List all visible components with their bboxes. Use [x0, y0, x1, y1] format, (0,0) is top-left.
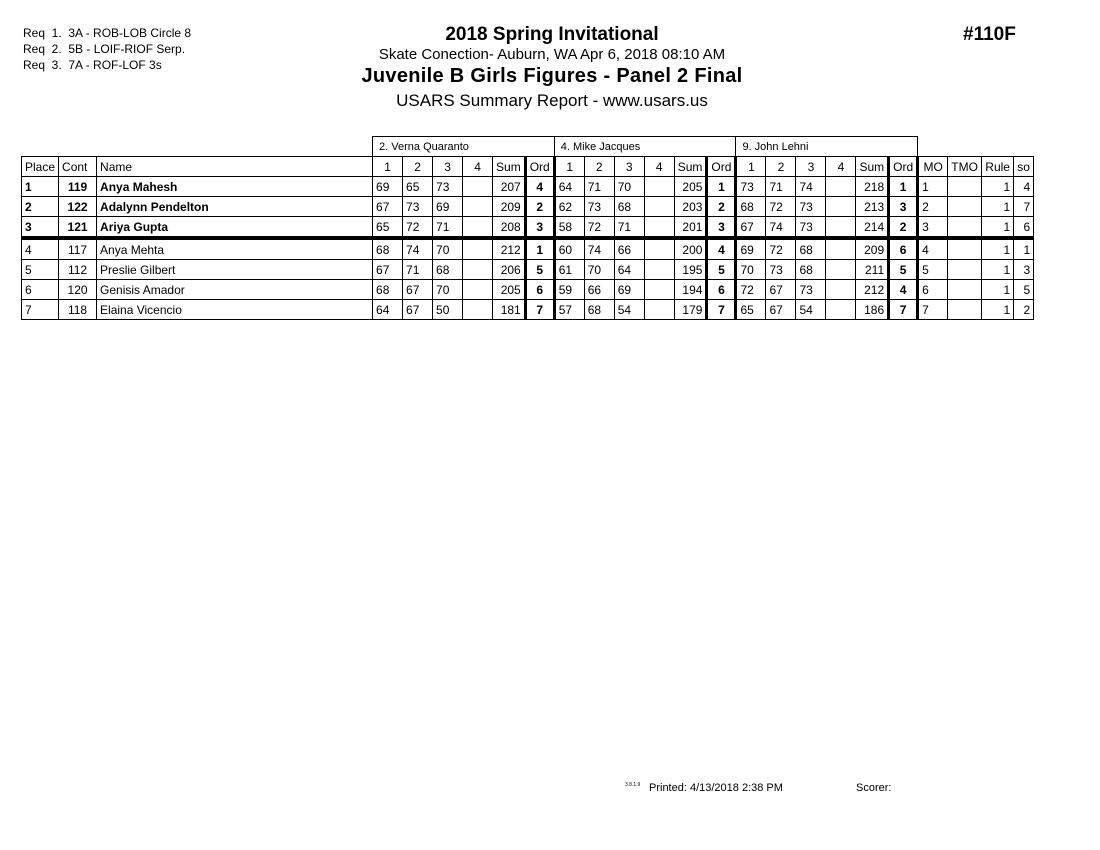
- place-cell: 5: [22, 260, 59, 280]
- judge-2-score-cell: 72: [584, 217, 614, 239]
- judge-2-score-cell: [644, 238, 674, 260]
- judge-2-score-cell: 62: [554, 197, 584, 217]
- judge-2-sum-cell: 200: [674, 238, 707, 260]
- judge-3-score-cell: [826, 300, 856, 320]
- judge-2-score-cell: 60: [554, 238, 584, 260]
- rule-cell: 1: [982, 197, 1014, 217]
- judge-1-score-cell: 65: [373, 217, 403, 239]
- judge-1-score-cell: 72: [403, 217, 433, 239]
- place-cell: 3: [22, 217, 59, 239]
- so-cell: 2: [1014, 300, 1034, 320]
- so-cell: 5: [1014, 280, 1034, 300]
- requirement-3: Req 3. 7A - ROF-LOF 3s: [23, 58, 162, 72]
- tmo-cell: [948, 238, 982, 260]
- judge-3-col-header: Ord: [889, 157, 918, 177]
- judge-1-score-cell: [463, 300, 493, 320]
- judge-3-name: 9. John Lehni: [736, 137, 918, 157]
- judge-1-score-cell: 71: [433, 217, 463, 239]
- judge-3-ordinal-cell: 1: [889, 177, 918, 197]
- judge-2-ordinal-cell: 3: [707, 217, 736, 239]
- judge-3-col-header: 4: [826, 157, 856, 177]
- judge-2-sum-cell: 194: [674, 280, 707, 300]
- judge-1-ordinal-cell: 5: [525, 260, 554, 280]
- judge-3-score-cell: 70: [736, 260, 766, 280]
- judge-3-score-cell: 72: [736, 280, 766, 300]
- venue-line: Skate Conection- Auburn, WA Apr 6, 2018 08:10 AM: [378, 46, 726, 63]
- judge-3-score-cell: 68: [736, 197, 766, 217]
- judge-3-score-cell: 68: [796, 260, 826, 280]
- table-row: [22, 280, 1034, 300]
- judge-2-score-cell: 71: [614, 217, 644, 239]
- table-row: [22, 217, 1034, 239]
- judge-1-col-header: 1: [373, 157, 403, 177]
- judge-2-col-header: 1: [554, 157, 584, 177]
- judge-3-score-cell: 65: [736, 300, 766, 320]
- judge-1-score-cell: 64: [373, 300, 403, 320]
- tmo-cell: [948, 280, 982, 300]
- judge-1-ordinal-cell: 1: [525, 238, 554, 260]
- mo-cell: 7: [918, 300, 948, 320]
- judge-3-sum-cell: 214: [856, 217, 889, 239]
- so-cell: 1: [1014, 238, 1034, 260]
- skater-name-cell: Ariya Gupta: [97, 217, 373, 239]
- judge-1-col-header: 2: [403, 157, 433, 177]
- event-code: #110F: [963, 24, 1016, 45]
- judge-header-row: [22, 137, 1034, 157]
- judge-2-score-cell: 57: [554, 300, 584, 320]
- table-row: [22, 238, 1034, 260]
- judge-3-score-cell: 67: [766, 300, 796, 320]
- judge-2-ordinal-cell: 7: [707, 300, 736, 320]
- judge-1-ordinal-cell: 7: [525, 300, 554, 320]
- judge-1-sum-cell: 208: [493, 217, 526, 239]
- table-row: [22, 300, 1034, 320]
- judge-2-score-cell: 71: [584, 177, 614, 197]
- judge-2-score-cell: [644, 280, 674, 300]
- judge-1-score-cell: 71: [403, 260, 433, 280]
- judge-2-sum-cell: 179: [674, 300, 707, 320]
- judge-3-score-cell: [826, 238, 856, 260]
- competition-title: 2018 Spring Invitational: [445, 24, 659, 45]
- judge-1-col-header: 4: [463, 157, 493, 177]
- judge-3-score-cell: [826, 217, 856, 239]
- judge-3-col-header: 1: [736, 157, 766, 177]
- judge-2-sum-cell: 201: [674, 217, 707, 239]
- judge-1-score-cell: 67: [403, 280, 433, 300]
- judge-3-ordinal-cell: 4: [889, 280, 918, 300]
- event-title: Juvenile B Girls Figures - Panel 2 Final: [361, 65, 743, 87]
- place-cell: 7: [22, 300, 59, 320]
- judge-1-sum-cell: 207: [493, 177, 526, 197]
- skater-name-cell: Adalynn Pendelton: [97, 197, 373, 217]
- table-row: [22, 260, 1034, 280]
- judge-1-col-header: 3: [433, 157, 463, 177]
- judge-1-score-cell: 50: [433, 300, 463, 320]
- contestant-number-cell: 117: [59, 238, 97, 260]
- printed-date: Printed: 4/13/2018 2:38 PM: [649, 782, 783, 794]
- judge-3-score-cell: 69: [736, 238, 766, 260]
- judge-2-ordinal-cell: 6: [707, 280, 736, 300]
- place-cell: 6: [22, 280, 59, 300]
- col-name-header: Name: [97, 157, 373, 177]
- mo-cell: 4: [918, 238, 948, 260]
- tmo-cell: [948, 197, 982, 217]
- judge-3-score-cell: 74: [766, 217, 796, 239]
- judge-2-score-cell: [644, 197, 674, 217]
- judge-2-ordinal-cell: 2: [707, 197, 736, 217]
- contestant-number-cell: 121: [59, 217, 97, 239]
- judge-3-score-cell: 54: [796, 300, 826, 320]
- tmo-cell: [948, 217, 982, 239]
- results-table: [21, 136, 1034, 320]
- judge-3-sum-cell: 212: [856, 280, 889, 300]
- judge-1-score-cell: 65: [403, 177, 433, 197]
- judge-2-ordinal-cell: 1: [707, 177, 736, 197]
- judge-1-score-cell: 67: [373, 197, 403, 217]
- judge-3-col-header: 3: [796, 157, 826, 177]
- judge-3-sum-cell: 213: [856, 197, 889, 217]
- judge-1-col-header: Sum: [493, 157, 526, 177]
- judge-3-score-cell: 72: [766, 238, 796, 260]
- mo-cell: 5: [918, 260, 948, 280]
- judge-1-name: 2. Verna Quaranto: [373, 137, 555, 157]
- skater-name-cell: Elaina Vicencio: [97, 300, 373, 320]
- judge-2-score-cell: 59: [554, 280, 584, 300]
- judge-2-score-cell: 70: [584, 260, 614, 280]
- judge-3-ordinal-cell: 6: [889, 238, 918, 260]
- skater-name-cell: Preslie Gilbert: [97, 260, 373, 280]
- judge-2-sum-cell: 203: [674, 197, 707, 217]
- judge-1-col-header: Ord: [525, 157, 554, 177]
- requirement-2: Req 2. 5B - LOIF-RIOF Serp.: [23, 42, 186, 56]
- col-rule-header: Rule: [982, 157, 1014, 177]
- judge-2-score-cell: 74: [584, 238, 614, 260]
- judge-1-score-cell: 70: [433, 280, 463, 300]
- table-row: [22, 177, 1034, 197]
- judge-2-ordinal-cell: 5: [707, 260, 736, 280]
- judge-1-score-cell: 68: [373, 238, 403, 260]
- judge-3-score-cell: 68: [796, 238, 826, 260]
- judge-3-score-cell: 73: [796, 197, 826, 217]
- judge-2-score-cell: 54: [614, 300, 644, 320]
- judge-2-score-cell: 69: [614, 280, 644, 300]
- judge-2-col-header: 2: [584, 157, 614, 177]
- judge-3-score-cell: 74: [796, 177, 826, 197]
- skater-name-cell: Anya Mehta: [97, 238, 373, 260]
- table-row: [22, 197, 1034, 217]
- judge-3-score-cell: [826, 197, 856, 217]
- contestant-number-cell: 120: [59, 280, 97, 300]
- judge-3-ordinal-cell: 3: [889, 197, 918, 217]
- judge-2-score-cell: 58: [554, 217, 584, 239]
- judge-3-score-cell: 73: [796, 217, 826, 239]
- judge-2-score-cell: 64: [614, 260, 644, 280]
- judge-1-score-cell: [463, 238, 493, 260]
- mo-cell: 6: [918, 280, 948, 300]
- judge-1-score-cell: 67: [403, 300, 433, 320]
- judge-1-score-cell: [463, 260, 493, 280]
- rule-cell: 1: [982, 238, 1014, 260]
- judge-1-score-cell: 68: [373, 280, 403, 300]
- rule-cell: 1: [982, 300, 1014, 320]
- judge-1-score-cell: 73: [433, 177, 463, 197]
- judge-2-col-header: 4: [644, 157, 674, 177]
- tmo-cell: [948, 300, 982, 320]
- mo-cell: 2: [918, 197, 948, 217]
- judge-2-score-cell: 70: [614, 177, 644, 197]
- judge-1-score-cell: 74: [403, 238, 433, 260]
- judge-2-score-cell: 73: [584, 197, 614, 217]
- judge-3-score-cell: 67: [766, 280, 796, 300]
- judge-2-score-cell: 61: [554, 260, 584, 280]
- judge-3-sum-cell: 209: [856, 238, 889, 260]
- requirement-1: Req 1. 3A - ROB-LOB Circle 8: [23, 26, 192, 40]
- judge-1-score-cell: [463, 197, 493, 217]
- judge-1-score-cell: 69: [373, 177, 403, 197]
- col-so-header: so: [1014, 157, 1034, 177]
- tmo-cell: [948, 260, 982, 280]
- report-title: USARS Summary Report - www.usars.us: [396, 91, 708, 110]
- col-cont-header: Cont: [59, 157, 97, 177]
- judge-1-score-cell: [463, 177, 493, 197]
- judge-1-score-cell: [463, 217, 493, 239]
- place-cell: 1: [22, 177, 59, 197]
- place-cell: 2: [22, 197, 59, 217]
- judge-1-sum-cell: 206: [493, 260, 526, 280]
- judge-1-sum-cell: 209: [493, 197, 526, 217]
- judge-1-ordinal-cell: 4: [525, 177, 554, 197]
- col-mo-header: MO: [918, 157, 948, 177]
- judge-1-ordinal-cell: 3: [525, 217, 554, 239]
- judge-2-score-cell: 64: [554, 177, 584, 197]
- judge-2-score-cell: 68: [614, 197, 644, 217]
- judge-1-ordinal-cell: 6: [525, 280, 554, 300]
- version-stamp: 3.8.1.9: [625, 782, 641, 788]
- judge-3-score-cell: [826, 280, 856, 300]
- judge-2-score-cell: 66: [614, 238, 644, 260]
- judge-3-sum-cell: 186: [856, 300, 889, 320]
- scorer-label: Scorer:: [856, 782, 892, 794]
- judge-1-score-cell: 73: [403, 197, 433, 217]
- so-cell: 4: [1014, 177, 1034, 197]
- judge-1-score-cell: [463, 280, 493, 300]
- col-place-header: Place: [22, 157, 59, 177]
- tmo-cell: [948, 177, 982, 197]
- judge-2-score-cell: [644, 260, 674, 280]
- judge-2-sum-cell: 205: [674, 177, 707, 197]
- judge-3-sum-cell: 211: [856, 260, 889, 280]
- mo-cell: 1: [918, 177, 948, 197]
- mo-cell: 3: [918, 217, 948, 239]
- judge-1-sum-cell: 212: [493, 238, 526, 260]
- judge-2-score-cell: 68: [584, 300, 614, 320]
- judge-3-ordinal-cell: 2: [889, 217, 918, 239]
- skater-name-cell: Genisis Amador: [97, 280, 373, 300]
- judge-1-score-cell: 69: [433, 197, 463, 217]
- judge-3-col-header: Sum: [856, 157, 889, 177]
- judge-1-score-cell: 68: [433, 260, 463, 280]
- judge-2-ordinal-cell: 4: [707, 238, 736, 260]
- judge-3-score-cell: 73: [796, 280, 826, 300]
- judge-3-score-cell: 72: [766, 197, 796, 217]
- judge-3-col-header: 2: [766, 157, 796, 177]
- contestant-number-cell: 112: [59, 260, 97, 280]
- contestant-number-cell: 118: [59, 300, 97, 320]
- judge-1-ordinal-cell: 2: [525, 197, 554, 217]
- contestant-number-cell: 122: [59, 197, 97, 217]
- judge-3-ordinal-cell: 7: [889, 300, 918, 320]
- rule-cell: 1: [982, 260, 1014, 280]
- rule-cell: 1: [982, 217, 1014, 239]
- judge-3-score-cell: 67: [736, 217, 766, 239]
- rule-cell: 1: [982, 280, 1014, 300]
- so-cell: 3: [1014, 260, 1034, 280]
- skater-name-cell: Anya Mahesh: [97, 177, 373, 197]
- judge-3-score-cell: 73: [736, 177, 766, 197]
- so-cell: 7: [1014, 197, 1034, 217]
- col-tmo-header: TMO: [948, 157, 982, 177]
- judge-2-score-cell: [644, 177, 674, 197]
- column-header-row: [22, 157, 1034, 177]
- judge-2-sum-cell: 195: [674, 260, 707, 280]
- judge-3-score-cell: [826, 260, 856, 280]
- judge-3-ordinal-cell: 5: [889, 260, 918, 280]
- judge-2-score-cell: [644, 217, 674, 239]
- judge-2-col-header: Ord: [707, 157, 736, 177]
- judge-2-score-cell: [644, 300, 674, 320]
- rule-cell: 1: [982, 177, 1014, 197]
- judge-2-name: 4. Mike Jacques: [554, 137, 736, 157]
- so-cell: 6: [1014, 217, 1034, 239]
- judge-3-score-cell: [826, 177, 856, 197]
- judge-1-sum-cell: 205: [493, 280, 526, 300]
- judge-3-sum-cell: 218: [856, 177, 889, 197]
- judge-3-score-cell: 73: [766, 260, 796, 280]
- place-cell: 4: [22, 238, 59, 260]
- judge-1-score-cell: 67: [373, 260, 403, 280]
- contestant-number-cell: 119: [59, 177, 97, 197]
- judge-2-col-header: 3: [614, 157, 644, 177]
- judge-2-score-cell: 66: [584, 280, 614, 300]
- judge-3-score-cell: 71: [766, 177, 796, 197]
- judge-2-col-header: Sum: [674, 157, 707, 177]
- judge-1-sum-cell: 181: [493, 300, 526, 320]
- judge-1-score-cell: 70: [433, 238, 463, 260]
